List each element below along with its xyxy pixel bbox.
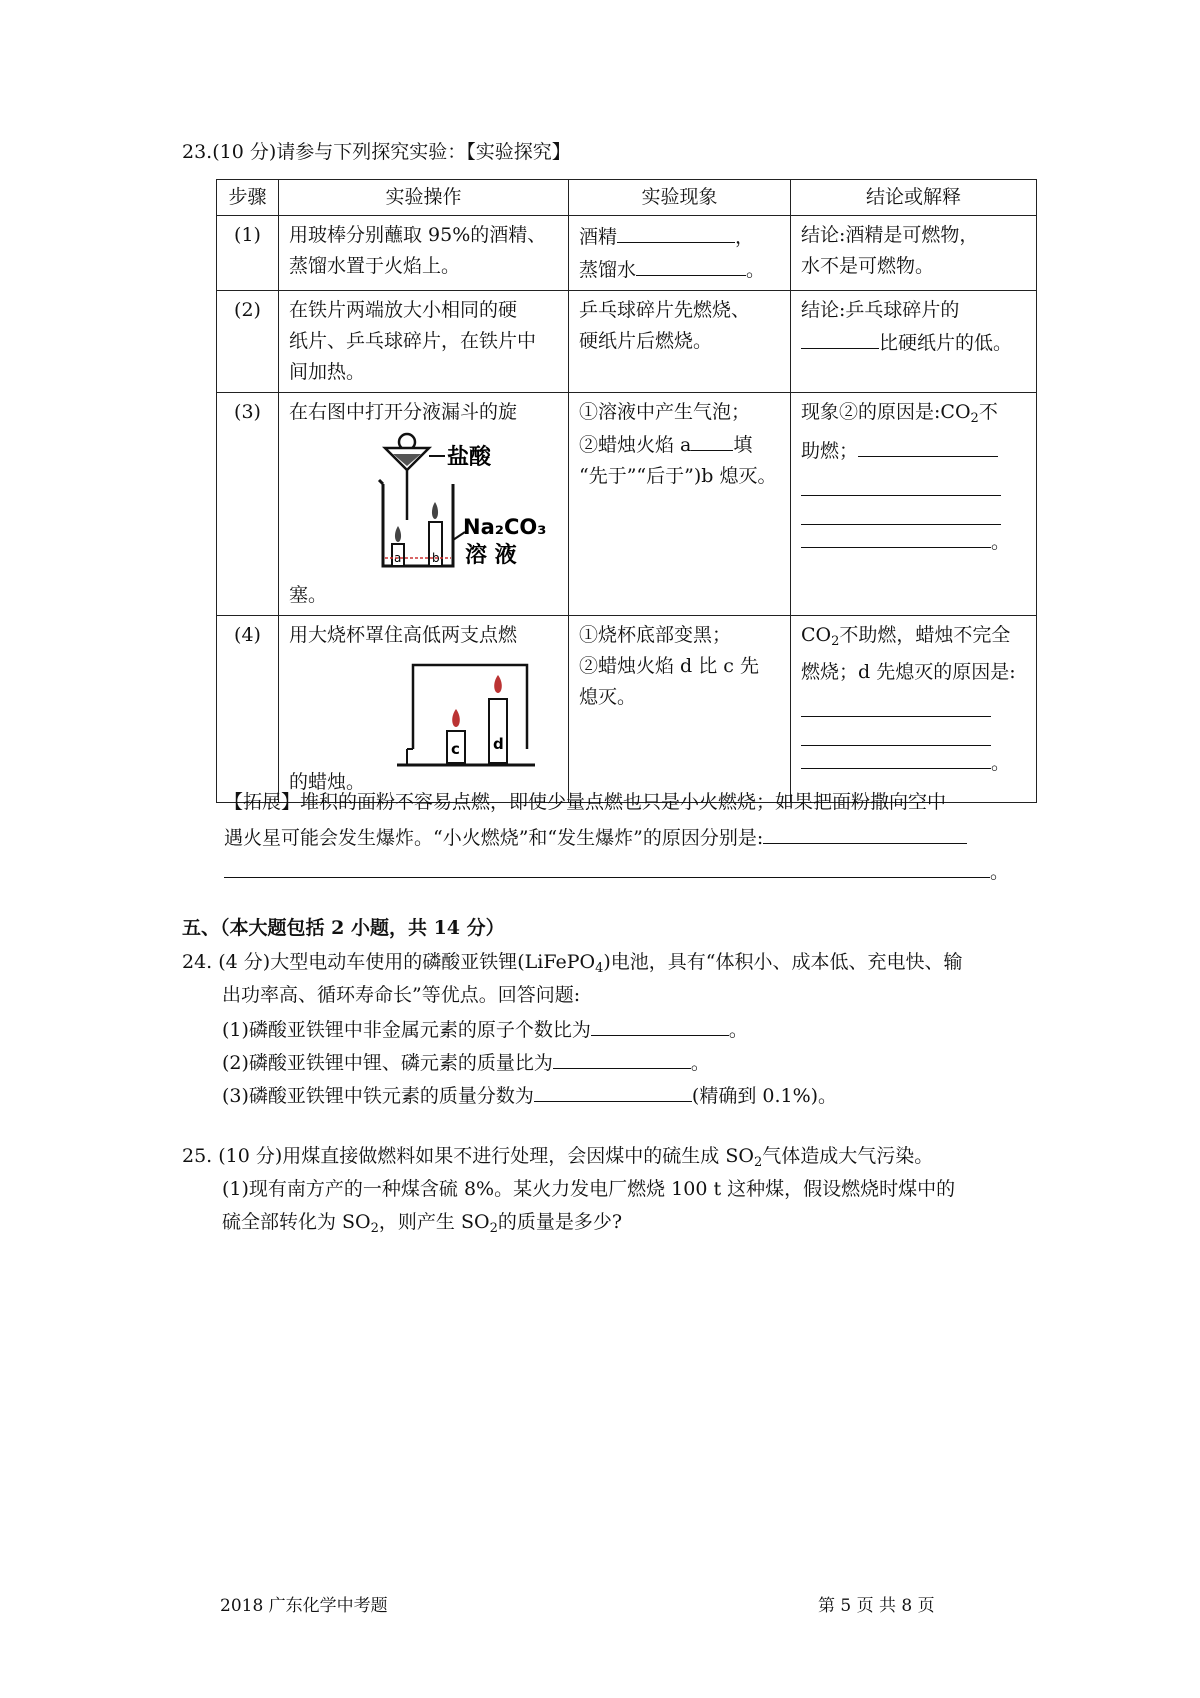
phenomenon-cell bbox=[569, 216, 791, 291]
q24-line: 24. (4 分)大型电动车使用的磷酸亚铁锂(LiFePO$_4$)电池，具有“体积小、成本低、充电快、输 bbox=[182, 951, 963, 976]
ph-line: 乒乓球碎片先燃烧、 bbox=[579, 299, 751, 321]
label-solution: 溶 液 bbox=[465, 543, 517, 568]
q24-text: (3)磷酸亚铁锂中铁元素的质量分数为 bbox=[222, 1085, 534, 1107]
ph-text: 填 bbox=[733, 434, 753, 456]
ph-line: 硬纸片后燃烧。 bbox=[579, 330, 713, 352]
punct: 。 bbox=[991, 752, 1011, 774]
operation-cell bbox=[279, 291, 569, 393]
answer-blank[interactable] bbox=[801, 688, 991, 717]
op-line: 纸片、乒乓球碎片，在铁片中 bbox=[289, 330, 537, 352]
label-hydrochloric-acid: 盐酸 bbox=[447, 445, 492, 470]
table-row bbox=[217, 291, 1037, 393]
q25-text: 的质量是多少? bbox=[497, 1211, 623, 1233]
apparatus-figure bbox=[289, 428, 559, 580]
op-line: 蒸馏水置于火焰上。 bbox=[289, 255, 461, 277]
q24-text: )电池，具有“体积小、成本低、充电快、输 bbox=[603, 951, 963, 973]
con-line: 燃烧；d 先熄灭的原因是: bbox=[801, 661, 1016, 683]
q24-subquestion bbox=[222, 1046, 710, 1078]
operation-cell bbox=[279, 216, 569, 291]
ph-line: “先于”“后于”)b 熄灭。 bbox=[579, 465, 777, 487]
op-line: 在右图中打开分液漏斗的旋 bbox=[289, 401, 518, 423]
operation-cell bbox=[279, 393, 569, 616]
answer-blank[interactable] bbox=[858, 434, 998, 457]
phenomenon-cell bbox=[569, 616, 791, 803]
op-line: 的蜡烛。 bbox=[289, 771, 366, 793]
table-row bbox=[217, 216, 1037, 291]
answer-blank[interactable] bbox=[801, 496, 1001, 525]
con-text: 不助燃，蜡烛不完全 bbox=[839, 624, 1011, 646]
punct: 。 bbox=[990, 861, 1010, 883]
conclusion-cell: 现象②的原因是$:CO_2$不 助燃； 。 bbox=[791, 393, 1037, 616]
conclusion-cell: $CO_2$不助燃，蜡烛不完全 燃烧；d 先熄灭的原因是: 。 bbox=[791, 616, 1037, 803]
phenomenon-cell bbox=[569, 393, 791, 616]
answer-blank[interactable] bbox=[534, 1079, 692, 1102]
q24-text: (1)磷酸亚铁锂中非金属元素的原子个数比为 bbox=[222, 1019, 591, 1041]
con-text: 不 bbox=[978, 401, 998, 423]
con-text: 现象②的原因是:CO bbox=[801, 401, 971, 423]
step-cell: (2) bbox=[217, 291, 279, 393]
con-text: 助燃； bbox=[801, 440, 859, 462]
punct: 。 bbox=[728, 1019, 748, 1041]
header-conclusion: 结论或解释 bbox=[791, 180, 1037, 216]
answer-blank[interactable] bbox=[591, 1013, 729, 1036]
beaker-candles-figure bbox=[289, 651, 559, 767]
ph-line: 熄灭。 bbox=[579, 686, 637, 708]
experiment-table bbox=[216, 179, 1037, 803]
phenomenon-cell bbox=[569, 291, 791, 393]
candle-c-label: c bbox=[451, 740, 460, 758]
header-phenomenon: 实验现象 bbox=[569, 180, 791, 216]
q25-text: 气体造成大气污染。 bbox=[762, 1145, 934, 1167]
punct: 。 bbox=[991, 531, 1011, 553]
answer-blank[interactable] bbox=[763, 821, 967, 844]
step-cell: (1) bbox=[217, 216, 279, 291]
con-text: 比硬纸片的低。 bbox=[879, 332, 1013, 354]
step-cell: (3) bbox=[217, 393, 279, 616]
q25-line: (1)现有南方产的一种煤含硫 8%。某火力发电厂燃烧 100 t 这种煤，假设燃烧时煤中的 bbox=[222, 1178, 956, 1200]
con-line: 结论:乒乓球碎片的 bbox=[801, 299, 960, 321]
ph-line: ①溶液中产生气泡； bbox=[579, 401, 751, 423]
answer-blank[interactable] bbox=[553, 1046, 691, 1069]
q24-subquestion bbox=[222, 1079, 837, 1111]
step-cell: (4) bbox=[217, 616, 279, 803]
answer-blank[interactable] bbox=[224, 855, 990, 878]
con-text: CO bbox=[801, 624, 832, 646]
ph-text: ②蜡烛火焰 a bbox=[579, 434, 692, 456]
q25-text: 25. (10 分)用煤直接做燃料如果不进行处理，会因煤中的硫生成 SO bbox=[182, 1145, 754, 1167]
footer-title: 2018 广东化学中考题 bbox=[220, 1596, 388, 1616]
section-heading: 五、（本大题包括 2 小题，共 14 分） bbox=[182, 917, 505, 939]
op-line: 在铁片两端放大小相同的硬 bbox=[289, 299, 518, 321]
extension-line bbox=[224, 855, 1009, 887]
ph-text: 酒精 bbox=[579, 226, 618, 248]
table-row bbox=[217, 393, 1037, 616]
ph-text: 蒸馏水 bbox=[579, 259, 637, 281]
q24-line: 出功率高、循环寿命长”等优点。回答问题: bbox=[222, 984, 581, 1006]
extension-line bbox=[224, 821, 967, 853]
q24-text: (2)磷酸亚铁锂中锂、磷元素的质量比为 bbox=[222, 1052, 553, 1074]
answer-blank[interactable] bbox=[801, 746, 991, 769]
op-line: 用玻棒分别蘸取 95%的酒精、 bbox=[289, 224, 547, 246]
punct: 。 bbox=[746, 259, 766, 281]
table-header-row bbox=[217, 180, 1037, 216]
candle-d-label: d bbox=[493, 735, 504, 753]
op-line: 塞。 bbox=[289, 584, 328, 606]
answer-blank[interactable] bbox=[801, 467, 1001, 496]
answer-blank[interactable] bbox=[801, 525, 991, 548]
conclusion-cell bbox=[791, 291, 1037, 393]
q25-text: 硫全部转化为 SO bbox=[222, 1211, 371, 1233]
q25-line: 25. (10 分)用煤直接做燃料如果不进行处理，会因煤中的硫生成 $SO_2$气体造成大气污染。 bbox=[182, 1145, 934, 1170]
q25-line: 硫全部转化为 $SO_2$，则产生 $SO_2$的质量是多少? bbox=[222, 1211, 623, 1236]
answer-blank[interactable] bbox=[691, 428, 733, 451]
extension-line: 【拓展】堆积的面粉不容易点燃，即使少量点燃也只是小火燃烧；如果把面粉撒向空中 bbox=[224, 791, 947, 813]
q24-subquestion bbox=[222, 1013, 748, 1045]
q23-title: 23.(10 分)请参与下列探究实验：【实验探究】 bbox=[182, 141, 571, 163]
page-number: 第 5 页 共 8 页 bbox=[818, 1596, 935, 1616]
op-line: 间加热。 bbox=[289, 361, 366, 383]
answer-blank[interactable] bbox=[636, 253, 746, 276]
punct: ， bbox=[735, 226, 755, 248]
ph-line: ①烧杯底部变黑； bbox=[579, 624, 732, 646]
con-line: 水不是可燃物。 bbox=[801, 255, 935, 277]
q24-text: (精确到 0.1%)。 bbox=[691, 1085, 838, 1107]
candle-b-label: b bbox=[432, 551, 440, 565]
label-sodium-carbonate: Na₂CO₃ bbox=[463, 515, 547, 539]
answer-blank[interactable] bbox=[801, 717, 991, 746]
extension-text: 遇火星可能会发生爆炸。“小火燃烧”和“发生爆炸”的原因分别是: bbox=[224, 827, 764, 849]
conclusion-cell bbox=[791, 216, 1037, 291]
q25-text: ，则产生 SO bbox=[378, 1211, 490, 1233]
table-row bbox=[217, 616, 1037, 803]
ph-line: ②蜡烛火焰 d 比 c 先 bbox=[579, 655, 759, 677]
op-line: 用大烧杯罩住高低两支点燃 bbox=[289, 624, 518, 646]
answer-blank[interactable] bbox=[617, 220, 735, 243]
con-line: 结论:酒精是可燃物， bbox=[801, 224, 979, 246]
answer-blank[interactable] bbox=[801, 326, 879, 349]
header-step: 步骤 bbox=[217, 180, 279, 216]
operation-cell bbox=[279, 616, 569, 803]
candle-a-label: a bbox=[394, 551, 402, 565]
header-operation: 实验操作 bbox=[279, 180, 569, 216]
q24-text: 24. (4 分)大型电动车使用的磷酸亚铁锂(LiFePO bbox=[182, 951, 596, 973]
punct: 。 bbox=[690, 1052, 710, 1074]
